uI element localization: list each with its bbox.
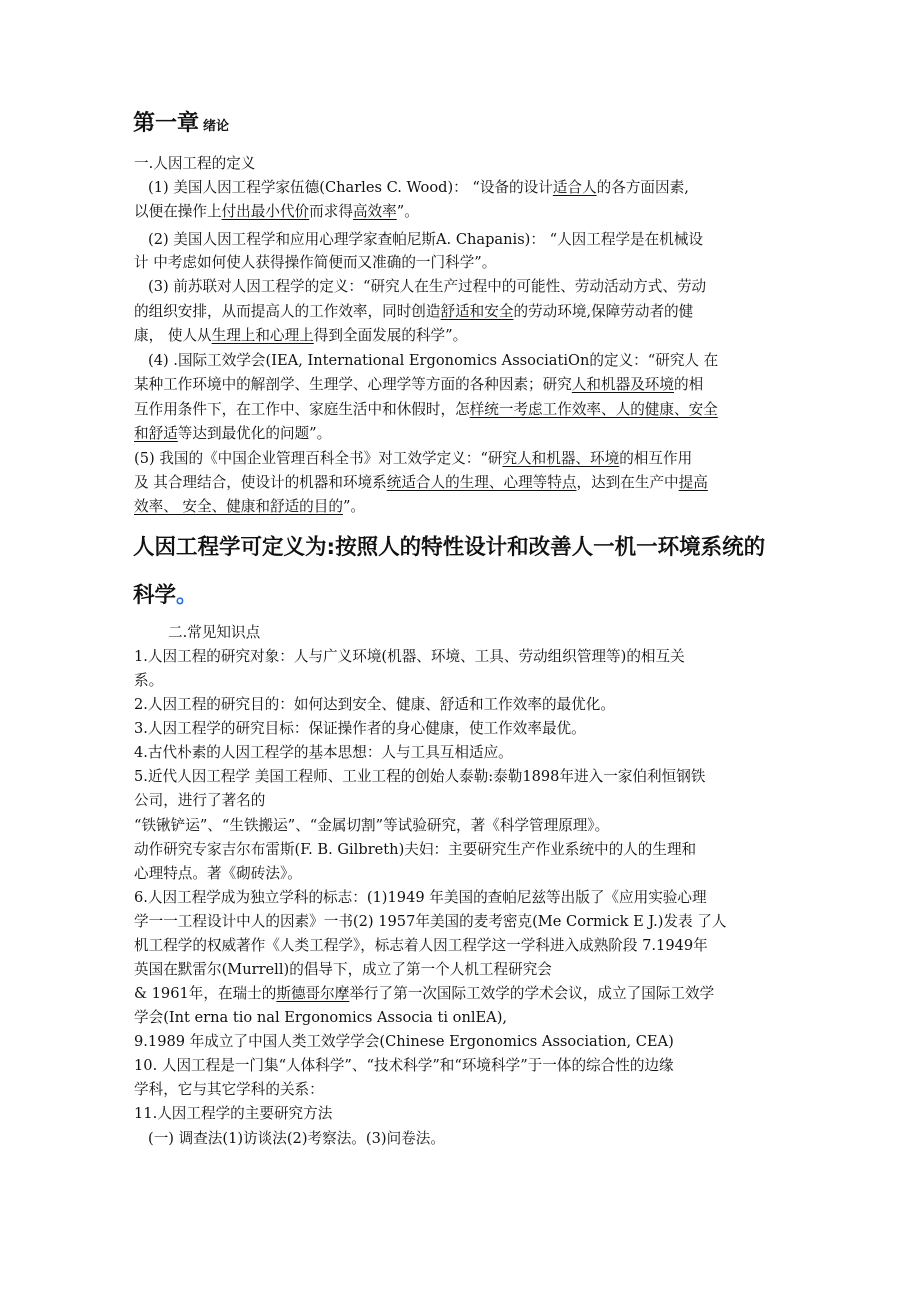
paragraph: 效率、 安全、健康和舒适的目的”。 — [134, 498, 366, 515]
list-item: (一) 调查法(1)访谈法(2)考察法。(3)问卷法。 — [148, 1130, 445, 1147]
list-item: 学科，它与其它学科的关系： — [134, 1081, 324, 1098]
definition-statement-end: 科学。 — [133, 583, 198, 608]
chapter-number: 第一章 — [133, 111, 200, 136]
paragraph: 康， 使人从生理上和心理上得到全面发展的科学”。 — [134, 327, 468, 344]
paragraph: (3) 前苏联对人因工程学的定义：“研究人在生产过程中的可能性、劳动活动方式、劳动 — [148, 278, 707, 295]
paragraph: (4) .国际工效学会(IEA, International Ergonomics AssociatiOn的定义：“研究人 在 — [148, 352, 719, 369]
chapter-heading — [133, 106, 229, 137]
paragraph: 的组织安排，从而提高人的工作效率，同时创造舒适和安全的劳动环境,保障劳动者的健 — [134, 303, 694, 320]
list-item: 动作研究专家吉尔布雷斯(F. B. Gilbreth)夫妇：主要研究生产作业系统中的人的生理和 — [134, 841, 697, 858]
paragraph: 互作用条件下，在工作中、家庭生活中和休假时，怎样统一考虑工作效率、人的健康、安全 — [134, 401, 718, 418]
paragraph: 和舒适等达到最优化的问题”。 — [134, 425, 332, 442]
section-1-title: 一.人因工程的定义 — [134, 155, 256, 172]
paragraph: (5) 我国的《中国企业管理百科全书》对工效学定义：“研究人和机器、环境的相互作用 — [134, 450, 693, 467]
list-item: 2.人因工程的研究目的：如何达到安全、健康、舒适和工作效率的最优化。 — [134, 696, 615, 713]
list-item: 公司，进行了著名的 — [134, 792, 266, 809]
list-item: & 1961年，在瑞士的斯德哥尔摩举行了第一次国际工效学的学术会议，成立了国际工效学 — [134, 985, 715, 1002]
list-item: 学会(Int erna tio nal Ergonomics Associa ti onlEA), — [134, 1009, 508, 1026]
list-item: 3.人因工程学的研究目标：保证操作者的身心健康，使工作效率最优。 — [134, 720, 586, 737]
paragraph: 计 中考虑如何使人获得操作简便而又准确的一门科学”。 — [134, 254, 497, 271]
definition-statement: 人因工程学可定义为:按照人的特性设计和改善人一机一环境系统的 — [133, 535, 766, 560]
paragraph: 及 其合理结合，使设计的机器和环境系统适合人的生理、心理等特点，达到在生产中提高 — [134, 474, 708, 491]
list-item: 11.人因工程学的主要研究方法 — [134, 1105, 333, 1122]
paragraph: (2) 美国人因工程学和应用心理学家查帕尼斯A. Chapanis)： “人因工程学是在机械设 — [148, 231, 704, 248]
list-item: 6.人因工程学成为独立学科的标志：(1)1949 年美国的查帕尼兹等出版了《应用实验心理 — [134, 889, 707, 906]
list-item: 9.1989 年成立了中国人类工效学学会(Chinese Ergonomics Association, CEA) — [134, 1033, 674, 1050]
list-item: 5.近代人因工程学 美国工程师、工业工程的创始人泰勒:泰勒1898年进入一家伯利恒钢铁 — [134, 768, 706, 785]
list-item: 机工程学的权威著作《人类工程学》，标志着人因工程学这一学科进入成熟阶段 7.1949年 — [134, 937, 708, 954]
chapter-topic: 绪论 — [203, 119, 230, 134]
paragraph: (1) 美国人因工程学家伍德(Charles C. Wood)： “设备的设计适合人的各方面因素, — [148, 179, 689, 196]
paragraph: 某种工作环境中的解剖学、生理学、心理学等方面的各种因素；研究人和机器及环境的相 — [134, 376, 704, 393]
list-item: 10. 人因工程是一门集“人体科学”、“技术科学”和“环境科学”于一体的综合性的边缘 — [134, 1057, 674, 1074]
list-item: 4.古代朴素的人因工程学的基本思想：人与工具互相适应。 — [134, 744, 513, 761]
paragraph: 以便在操作上付出最小代价而求得高效率”。 — [134, 203, 419, 220]
list-item: 系。 — [134, 672, 164, 689]
list-item: 1.人因工程的研究对象：人与广义环境(机器、环境、工具、劳动组织管理等)的相互关 — [134, 648, 685, 665]
list-item: 英国在默雷尔(Murrell)的倡导下，成立了第一个人机工程研究会 — [134, 961, 552, 978]
list-item: “铁锹铲运”、“生铁搬运”、“金属切割”等试验研究，著《科学管理原理》。 — [134, 817, 610, 834]
section-2-title: 二.常见知识点 — [168, 624, 261, 641]
list-item: 心理特点。著《砌砖法》。 — [134, 865, 302, 882]
list-item: 学一一工程设计中人的因素》一书(2) 1957年美国的麦考密克(Me Cormick E J.)发表 了人 — [134, 913, 727, 930]
